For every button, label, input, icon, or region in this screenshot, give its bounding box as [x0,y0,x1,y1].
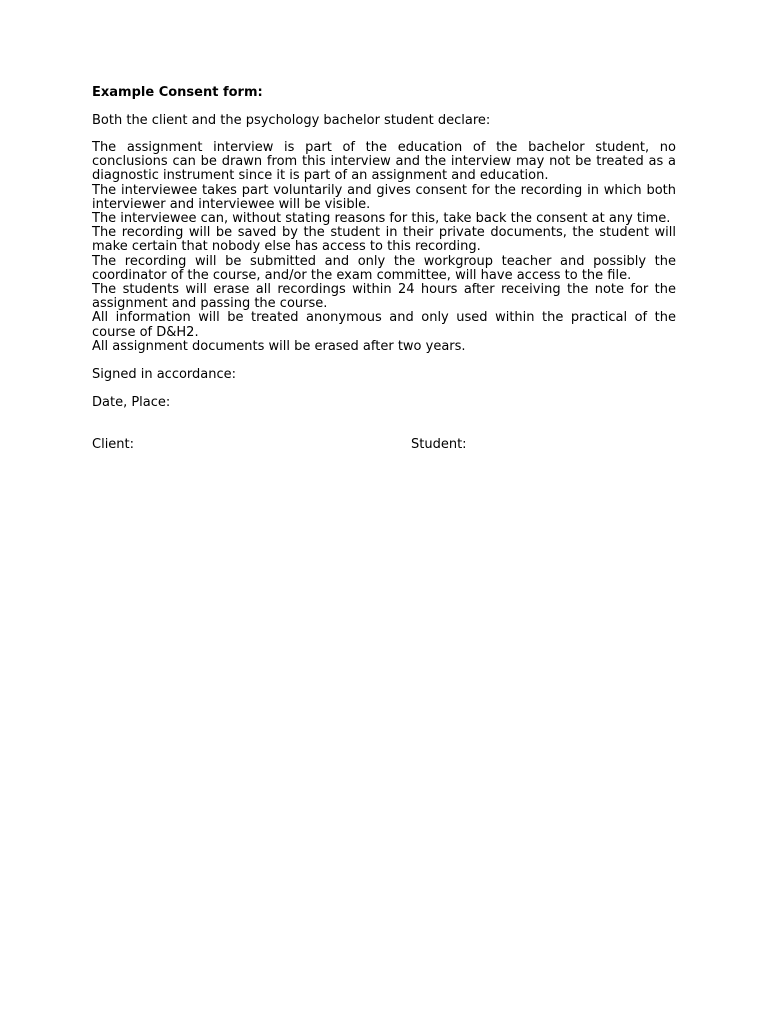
student-signature-label: Student: [411,437,467,453]
consent-clause: The recording will be saved by the student in their private documents, the student will make certain that nobody else has access to this recording. [92,225,676,255]
consent-clause: All assignment documents will be erased after two years. [92,338,466,354]
date-place-label: Date, Place: [92,395,171,411]
client-signature-label: Client: [92,437,135,453]
consent-clauses [92,141,676,354]
consent-clause: The students will erase all recordings within 24 hours after receiving the note for the assignment and passing the course. [92,282,676,312]
intro-text: Both the client and the psychology bachelor student declare: [92,113,491,128]
document-title: Example Consent form: [92,85,263,100]
signed-label: Signed in accordance: [92,367,237,383]
consent-clause: The interviewee takes part voluntarily and gives consent for the recording in which both interviewer and interviewee will be visible. [92,182,676,212]
consent-clause: The recording will be submitted and only the workgroup teacher and possibly the coordinator of the course, and/or the exam committee, will have access to the file. [92,253,676,283]
consent-clause: All information will be treated anonymous and only used within the practical of the course of D&H2. [92,310,676,340]
consent-clause: The interviewee can, without stating reasons for this, take back the consent at any time. [92,211,671,227]
consent-clause: The assignment interview is part of the education of the bachelor student, no conclusions can be drawn from this interview and the interview may not be treated as a diagnostic instrument since it is part of an assignment and education. [92,140,676,184]
signature-row [92,437,676,452]
